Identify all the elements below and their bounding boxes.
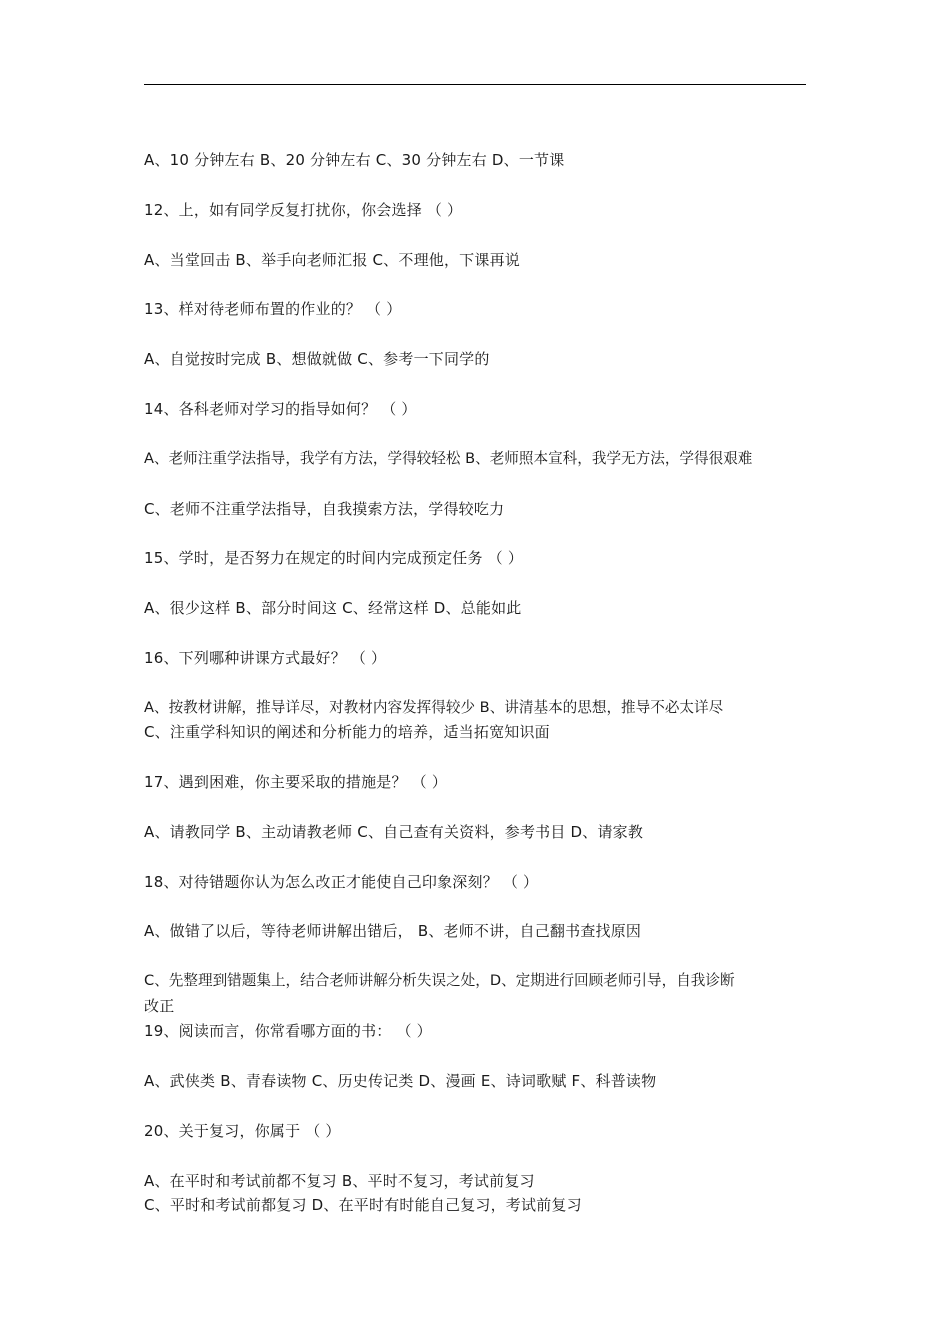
question-14: 14、各科老师对学习的指导如何？ （ ） — [144, 400, 417, 418]
answer-options-q14-line2: C、老师不注重学法指导，自我摸索方法，学得较吃力 — [144, 500, 505, 518]
question-16: 16、下列哪种讲课方式最好？ （ ） — [144, 649, 387, 667]
question-20: 20、关于复习，你属于 （ ） — [144, 1122, 341, 1140]
answer-options-q19: A、武侠类 B、青春读物 C、历史传记类 D、漫画 E、诗词歌赋 F、科普读物 — [144, 1072, 657, 1090]
answer-options-q20-line1: A、在平时和考试前都不复习 B、平时不复习，考试前复习 — [144, 1172, 535, 1190]
header-rule — [144, 84, 806, 85]
answer-options-q13: A、自觉按时完成 B、想做就做 C、参考一下同学的 — [144, 350, 490, 368]
answer-options-q16-line1: A、按教材讲解，推导详尽，对教材内容发挥得较少 B、讲清基本的思想，推导不必太详尽 — [144, 699, 724, 716]
answer-options-q18-line3: 改正 — [144, 997, 175, 1015]
answer-options-q20-line2: C、平时和考试前都复习 D、在平时有时能自己复习，考试前复习 — [144, 1196, 582, 1214]
question-18: 18、对待错题你认为怎么改正才能使自己印象深刻？ （ ） — [144, 873, 539, 891]
question-13: 13、样对待老师布置的作业的？ （ ） — [144, 300, 402, 318]
answer-options-q15: A、很少这样 B、部分时间这 C、经常这样 D、总能如此 — [144, 599, 522, 617]
answer-options-q16-line2: C、注重学科知识的阐述和分析能力的培养，适当拓宽知识面 — [144, 723, 550, 741]
answer-options-q18-line1: A、做错了以后，等待老师讲解出错后， B、老师不讲，自己翻书查找原因 — [144, 922, 642, 940]
question-15: 15、学时，是否努力在规定的时间内完成预定任务 （ ） — [144, 549, 524, 567]
answer-options-q14-line1: A、老师注重学法指导，我学有方法，学得较轻松 B、老师照本宣科，我学无方法，学得很艰难 — [144, 450, 753, 467]
answer-options-q17: A、请教同学 B、主动请教老师 C、自己查有关资料，参考书目 D、请家教 — [144, 823, 644, 841]
question-17: 17、遇到困难，你主要采取的措施是？ （ ） — [144, 773, 448, 791]
question-19: 19、阅读而言，你常看哪方面的书： （ ） — [144, 1022, 432, 1040]
answer-options-q12: A、当堂回击 B、举手向老师汇报 C、不理他，下课再说 — [144, 251, 520, 269]
answer-options-q11: A、10 分钟左右 B、20 分钟左右 C、30 分钟左右 D、一节课 — [144, 151, 565, 169]
question-12: 12、上，如有同学反复打扰你，你会选择 （ ） — [144, 201, 463, 219]
answer-options-q18-line2: C、先整理到错题集上，结合老师讲解分析失误之处，D、定期进行回顾老师引导，自我诊断 — [144, 972, 735, 989]
